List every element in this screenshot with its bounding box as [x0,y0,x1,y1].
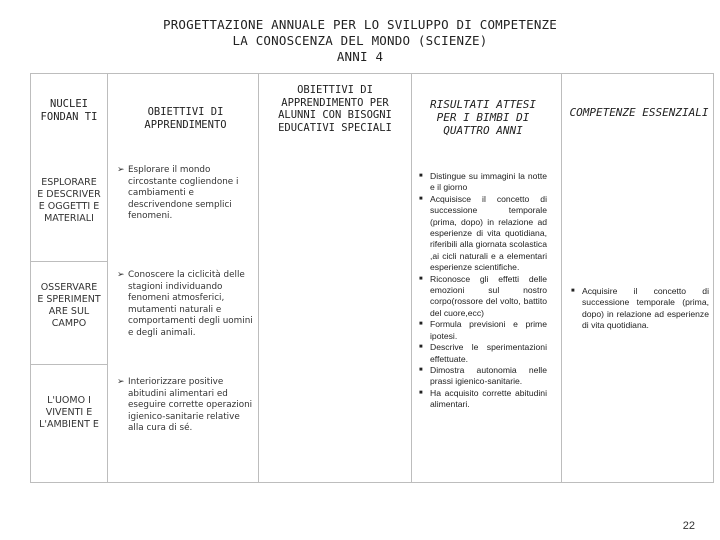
column-divider [411,74,412,482]
list-item: ■ Riconosce gli effetti delle emozioni sul nostro corpo(rossore del volto, battito del cuore,ecc) [419,273,547,318]
list-item: ■ Formula previsioni e prime ipotesi. [419,319,547,341]
nucleo-osservare: OSSERVARE E SPERIMENT ARE SUL CAMPO [37,282,101,329]
row-divider [31,261,107,262]
square-bullet-icon: ■ [419,366,423,373]
title-line-3: ANNI 4 [336,49,384,64]
objective-item: ➢ Interiorizzare positive abitudini alimentari ed eseguire corrette operazioni igienico-sanitarie relative alla cura di sé. [117,377,253,433]
arrow-bullet-icon: ➢ [117,270,125,280]
objective-item: ➢ Esplorare il mondo circostante cogliendone i cambiamenti e descrivendone semplici fenomeni. [117,165,239,221]
programming-table [30,73,714,483]
nucleo-uomo-viventi: L'UOMO I VIVENTI E L'AMBIENT E [39,395,99,430]
square-bullet-icon: ■ [419,344,423,351]
header-nuclei: NUCLEI FONDAN TI [40,98,98,123]
list-item: ■ Ha acquisito corrette abitudini alimentari. [419,387,547,410]
square-bullet-icon: ■ [419,321,423,328]
list-item: ■ Distingue su immagini la notte e il giorno [419,171,547,193]
list-item: ■ Dimostra autonomia nelle prassi igienico-sanitarie. [419,364,547,387]
column-divider [561,74,562,482]
competence-item: ■ Acquisire il concetto di successione temporale (prima, dopo) in relazione ad esperienze di vita quotidiana. [571,286,709,331]
title-line-1: PROGETTAZIONE ANNUALE PER LO SVILUPPO DI COMPETENZE [162,17,557,32]
header-obiettivi: OBIETTIVI DI APPRENDIMENTO [144,106,227,131]
square-bullet-icon: ■ [419,195,423,202]
nucleo-esplorare: ESPLORARE E DESCRIVER E OGGETTI E MATERIALI [37,177,101,224]
arrow-bullet-icon: ➢ [117,165,125,175]
title-line-2: LA CONOSCENZA DEL MONDO (SCIENZE) [232,33,488,48]
header-obiettivi-bes: OBIETTIVI DI APPRENDIMENTO PER ALUNNI CON BISOGNI EDUCATIVI SPECIALI [278,84,392,134]
arrow-bullet-icon: ➢ [117,377,125,387]
square-bullet-icon: ■ [571,288,575,294]
results-list [419,171,547,411]
column-divider [258,74,259,482]
objective-item: ➢ Conoscere la ciclicità delle stagioni individuando fenomeni atmosferici, mutamenti naturali e comportamenti degli uomini e degli animali. [117,270,253,338]
page-number: 22 [682,520,695,532]
list-item: ■ Descrive le sperimentazioni effettuate. [419,342,547,364]
list-item: ■ Acquisisce il concetto di successione temporale (prima, dopo) in relazione ad esperienze di vita quotidiana, riferibili alla giornata scolastica ,ai cicli naturali e a elementari esperienze scientifiche. [419,193,547,273]
column-divider [107,74,108,482]
header-risultati: RISULTATI ATTESI PER I BIMBI DI QUATTRO ANNI [430,98,536,137]
square-bullet-icon: ■ [419,389,423,396]
header-competenze: COMPETENZE ESSENZIALI [569,106,709,119]
row-divider [31,364,107,365]
square-bullet-icon: ■ [419,173,423,179]
square-bullet-icon: ■ [419,275,423,282]
page-title [0,17,720,65]
